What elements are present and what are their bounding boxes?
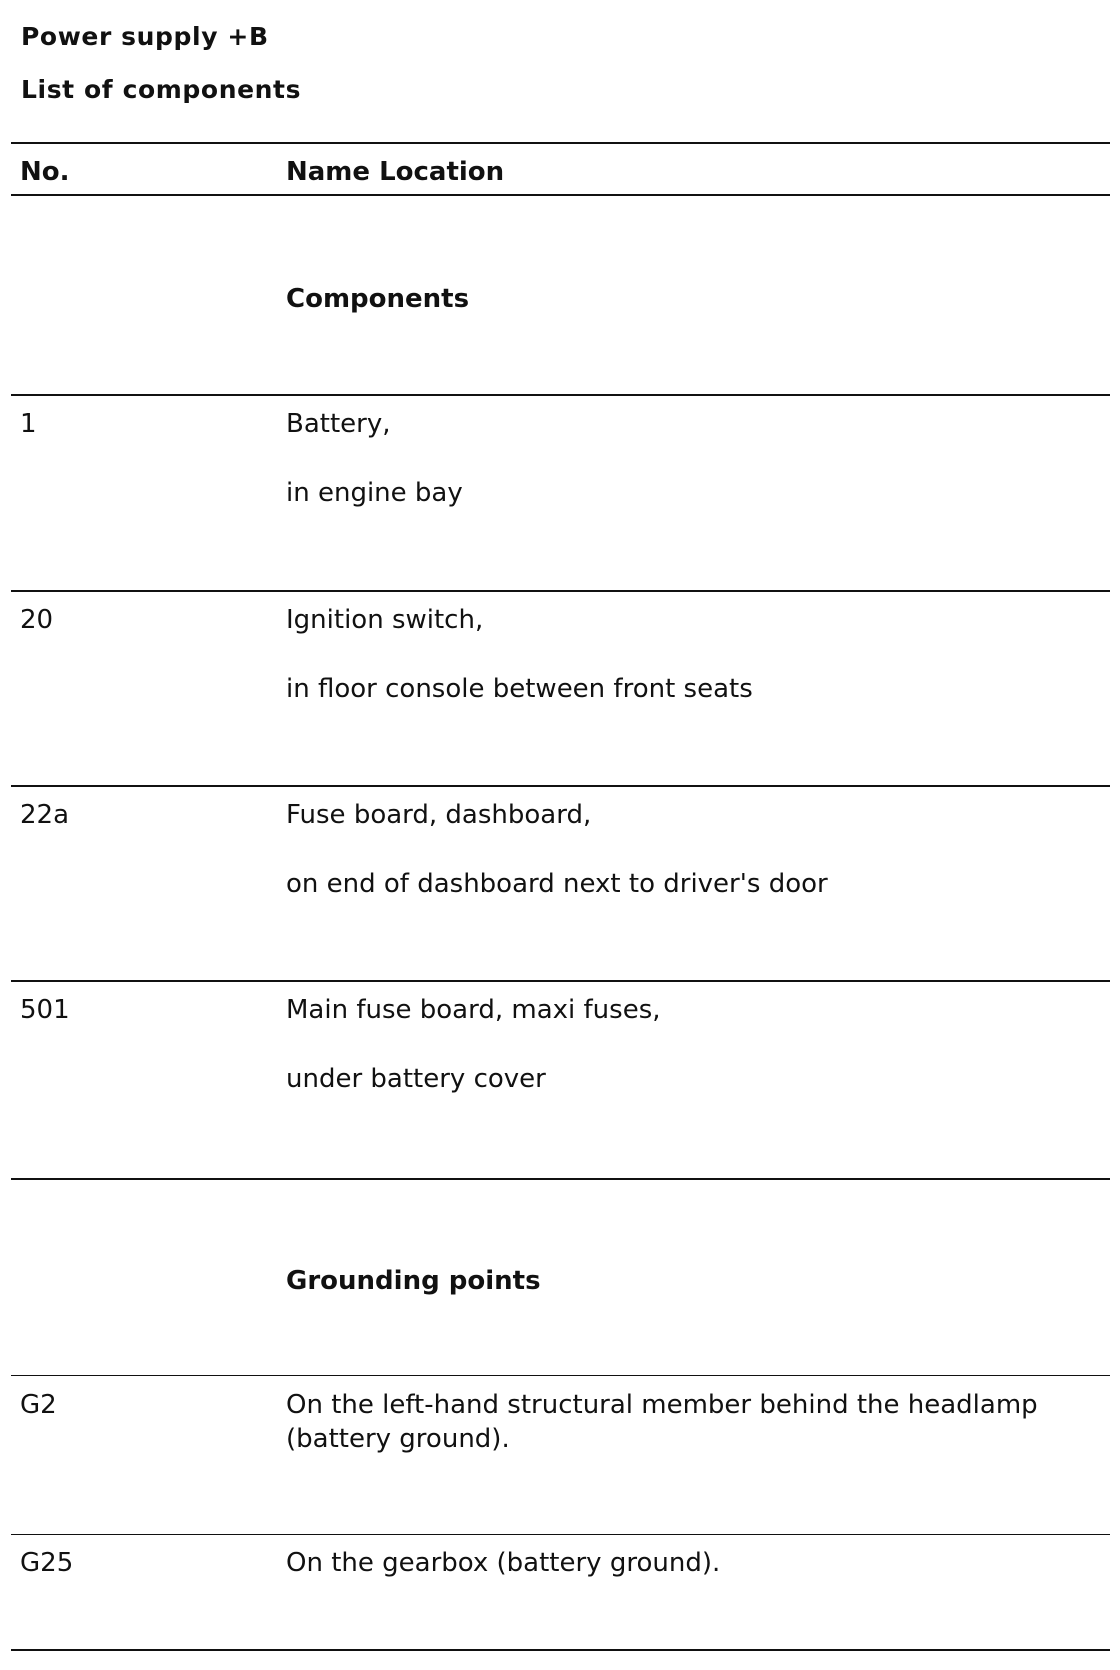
section-divider bbox=[11, 1178, 1110, 1180]
component-location: on end of dashboard next to driver's door bbox=[286, 869, 828, 899]
component-location: in engine bay bbox=[286, 478, 463, 508]
table-bottom-rule bbox=[11, 1649, 1110, 1651]
document-title: Power supply +B bbox=[21, 22, 269, 51]
row-divider bbox=[11, 785, 1110, 787]
section-heading-components: Components bbox=[286, 284, 470, 314]
component-name: Main fuse board, maxi fuses, bbox=[286, 995, 661, 1025]
section-heading-grounding-points: Grounding points bbox=[286, 1266, 541, 1296]
row-divider bbox=[11, 590, 1110, 592]
component-location: under battery cover bbox=[286, 1064, 546, 1094]
row-divider bbox=[11, 1534, 1110, 1535]
row-divider bbox=[11, 394, 1110, 396]
document-subtitle: List of components bbox=[21, 75, 302, 104]
column-header-no: No. bbox=[20, 157, 70, 187]
row-number: G2 bbox=[20, 1390, 57, 1420]
table-top-rule bbox=[11, 142, 1110, 144]
component-name: Ignition switch, bbox=[286, 605, 484, 635]
grounding-point-description: On the gearbox (battery ground). bbox=[286, 1548, 721, 1578]
row-number: 1 bbox=[20, 409, 37, 439]
component-name: Fuse board, dashboard, bbox=[286, 800, 592, 830]
component-name: Battery, bbox=[286, 409, 391, 439]
column-header-name-location: Name Location bbox=[286, 157, 505, 187]
row-number: 20 bbox=[20, 605, 54, 635]
row-number: 22a bbox=[20, 800, 70, 830]
grounding-point-description: On the left-hand structural member behind the headlamp (battery ground). bbox=[286, 1390, 1038, 1454]
header-bottom-rule bbox=[11, 194, 1110, 196]
row-number: G25 bbox=[20, 1548, 74, 1578]
row-number: 501 bbox=[20, 995, 70, 1025]
row-divider bbox=[11, 1375, 1110, 1376]
row-divider bbox=[11, 980, 1110, 982]
component-location: in floor console between front seats bbox=[286, 674, 753, 704]
